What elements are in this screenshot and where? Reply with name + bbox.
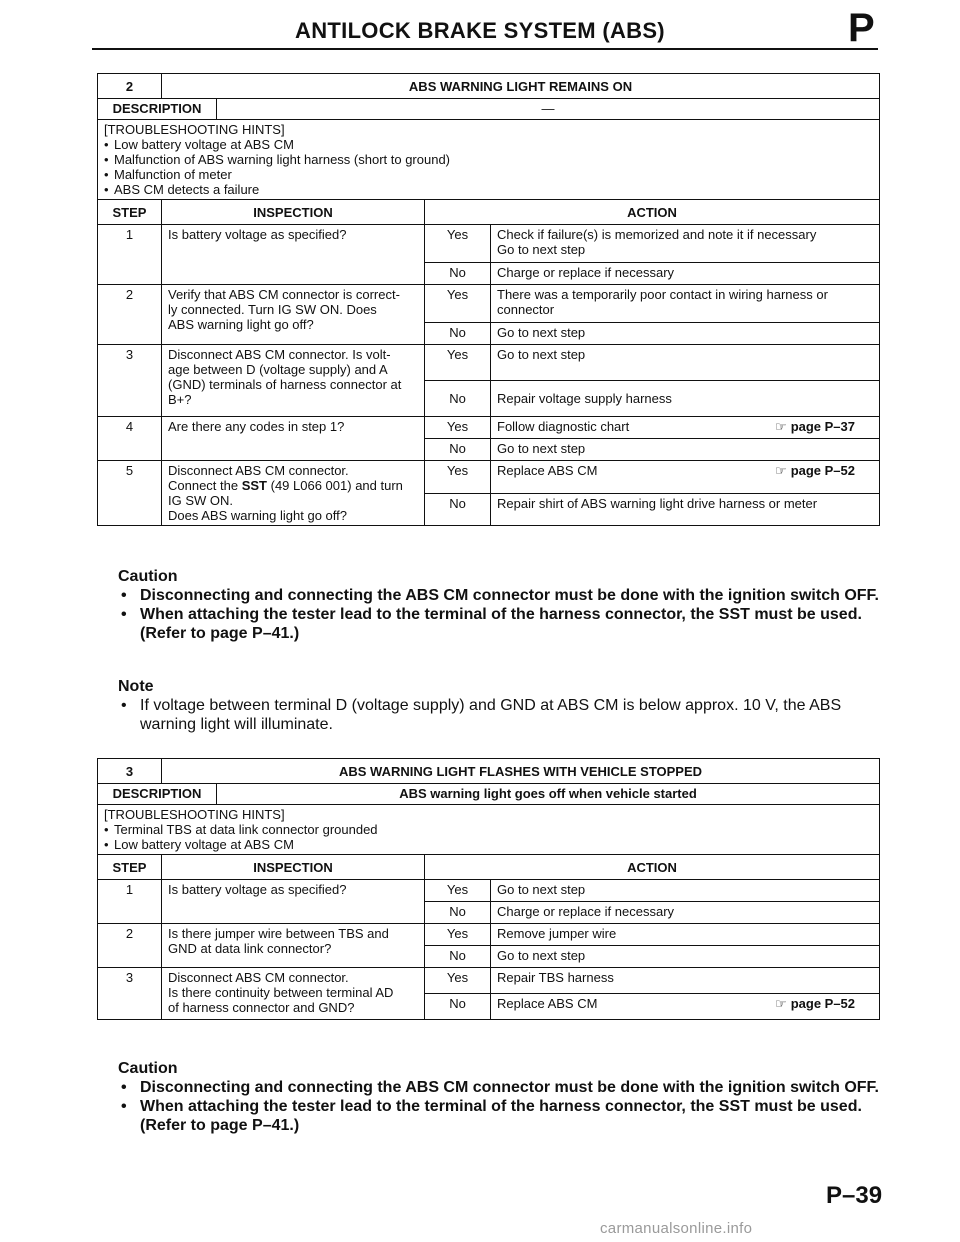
note-item: • If voltage between terminal D (voltage supply) and GND at ABS CM is below approx. 10 V, the ABS warning light will illuminate.: [118, 696, 882, 734]
caution-item: • When attaching the tester lead to the terminal of the harness connector, the SST must be used. (Refer to page P–41.): [118, 605, 882, 643]
troubleshooting-table-3: [97, 758, 880, 1020]
pointing-hand-icon: ☞: [775, 996, 787, 1011]
hint-item: • Low battery voltage at ABS CM: [104, 137, 873, 152]
no-label: No: [425, 381, 491, 417]
step-number: 1: [98, 225, 162, 285]
no-action: Replace ABS CM: [497, 996, 598, 1011]
table-number: 3: [98, 759, 162, 784]
yes-label: Yes: [425, 285, 491, 323]
caution-title: Caution: [118, 1060, 178, 1077]
inspection-text: Disconnect ABS CM connector. Connect the SST (49 L066 001) and turn IG SW ON. Does ABS warning light go off?: [162, 461, 425, 526]
yes-label: Yes: [425, 880, 491, 902]
page-title: ANTILOCK BRAKE SYSTEM (ABS): [295, 18, 665, 43]
step-number: 2: [98, 924, 162, 968]
no-label: No: [425, 946, 491, 968]
yes-action: Go to next step: [491, 880, 880, 902]
page-reference[interactable]: [775, 996, 855, 1011]
no-action: Repair voltage supply harness: [491, 381, 880, 417]
no-label: No: [425, 263, 491, 285]
table-title: ABS WARNING LIGHT REMAINS ON: [162, 74, 880, 99]
caution-block: [118, 1059, 882, 1135]
page-reference-label: page P–52: [790, 463, 856, 478]
table-title-row: [98, 74, 880, 99]
hint-item: • Low battery voltage at ABS CM: [104, 837, 873, 852]
step-header: STEP: [98, 855, 162, 880]
caution-block: [118, 567, 882, 643]
yes-action: Replace ABS CM: [497, 463, 598, 478]
hints-title: [TROUBLESHOOTING HINTS]: [104, 122, 285, 137]
page-reference[interactable]: [775, 419, 855, 434]
description-label: DESCRIPTION: [98, 99, 217, 119]
yes-label: Yes: [425, 924, 491, 946]
yes-action: Go to next step: [491, 345, 880, 381]
step-number: 5: [98, 461, 162, 526]
step-number: 2: [98, 285, 162, 345]
action-header: ACTION: [425, 855, 880, 880]
description-value: ABS warning light goes off when vehicle started: [399, 786, 697, 801]
table-row: [98, 285, 880, 323]
watermark: carmanualsonline.info: [600, 1220, 753, 1237]
note-list: [118, 696, 882, 734]
hints-row: [98, 120, 880, 200]
step-header: STEP: [98, 200, 162, 225]
page-reference[interactable]: [775, 463, 855, 478]
page-reference-label: page P–52: [790, 996, 856, 1011]
inspection-text: Is battery voltage as specified?: [162, 880, 425, 924]
note-title: Note: [118, 678, 154, 695]
hints-list: [104, 137, 873, 197]
pointing-hand-icon: ☞: [775, 463, 787, 478]
yes-label: Yes: [425, 417, 491, 439]
note-block: [118, 677, 882, 734]
no-action-cell: [491, 994, 880, 1020]
no-label: No: [425, 493, 491, 526]
description-row: [98, 784, 880, 805]
caution-title: Caution: [118, 568, 178, 585]
caution-list: [118, 586, 882, 643]
yes-label: Yes: [425, 461, 491, 494]
no-label: No: [425, 902, 491, 924]
table-row: [98, 924, 880, 946]
pointing-hand-icon: ☞: [775, 419, 787, 434]
yes-action: Remove jumper wire: [491, 924, 880, 946]
hints-row: [98, 805, 880, 855]
table-row: [98, 225, 880, 263]
caution-list: [118, 1078, 882, 1135]
header-divider: [92, 48, 878, 50]
step-number: 1: [98, 880, 162, 924]
no-action: Charge or replace if necessary: [491, 902, 880, 924]
hints-list: [104, 822, 873, 852]
hint-item: • Terminal TBS at data link connector grounded: [104, 822, 873, 837]
inspection-text: Verify that ABS CM connector is correct- ly connected. Turn IG SW ON. Does ABS warning light go off?: [162, 285, 425, 345]
column-header-row: [98, 855, 880, 880]
yes-label: Yes: [425, 345, 491, 381]
description-value: —: [541, 101, 555, 116]
no-action: Repair shirt of ABS warning light drive harness or meter: [491, 493, 880, 526]
inspection-header: INSPECTION: [162, 855, 425, 880]
caution-item: • Disconnecting and connecting the ABS CM connector must be done with the ignition switch OFF.: [118, 1078, 882, 1097]
table-row: [98, 968, 880, 994]
hints-title: [TROUBLESHOOTING HINTS]: [104, 807, 285, 822]
hint-item: • Malfunction of ABS warning light harness (short to ground): [104, 152, 873, 167]
yes-action: Check if failure(s) is memorized and note it if necessary Go to next step: [491, 225, 880, 263]
yes-label: Yes: [425, 225, 491, 263]
table-row: [98, 461, 880, 494]
caution-item: • Disconnecting and connecting the ABS CM connector must be done with the ignition switch OFF.: [118, 586, 882, 605]
table-row: [98, 345, 880, 381]
inspection-text: Disconnect ABS CM connector. Is there continuity between terminal AD of harness connector and GND?: [162, 968, 425, 1020]
caution-item: • When attaching the tester lead to the terminal of the harness connector, the SST must be used. (Refer to page P–41.): [118, 1097, 882, 1135]
description-row: [98, 99, 880, 120]
action-header: ACTION: [425, 200, 880, 225]
yes-action-cell: [491, 461, 880, 494]
step-number: 4: [98, 417, 162, 461]
table-row: [98, 417, 880, 439]
no-label: No: [425, 323, 491, 345]
yes-action: Follow diagnostic chart: [497, 419, 630, 434]
yes-action: There was a temporarily poor contact in wiring harness or connector: [491, 285, 880, 323]
yes-action: Repair TBS harness: [491, 968, 880, 994]
no-action: Go to next step: [491, 439, 880, 461]
step-number: 3: [98, 968, 162, 1020]
page-number: P–39: [826, 1182, 883, 1209]
description-label: DESCRIPTION: [98, 784, 217, 804]
yes-action-cell: [491, 417, 880, 439]
step-number: 3: [98, 345, 162, 417]
inspection-text: Is there jumper wire between TBS and GND at data link connector?: [162, 924, 425, 968]
no-action: Charge or replace if necessary: [491, 263, 880, 285]
no-label: No: [425, 994, 491, 1020]
no-label: No: [425, 439, 491, 461]
inspection-text: Disconnect ABS CM connector. Is volt- age between D (voltage supply) and A (GND) terminals of harness connector at B+?: [162, 345, 425, 417]
section-letter: P: [848, 6, 875, 50]
inspection-text: Is battery voltage as specified?: [162, 225, 425, 285]
no-action: Go to next step: [491, 323, 880, 345]
table-title: ABS WARNING LIGHT FLASHES WITH VEHICLE STOPPED: [162, 759, 880, 784]
table-number: 2: [98, 74, 162, 99]
column-header-row: [98, 200, 880, 225]
inspection-header: INSPECTION: [162, 200, 425, 225]
hint-item: • ABS CM detects a failure: [104, 182, 873, 197]
table-row: [98, 880, 880, 902]
hint-item: • Malfunction of meter: [104, 167, 873, 182]
inspection-text: Are there any codes in step 1?: [162, 417, 425, 461]
table-title-row: [98, 759, 880, 784]
page-reference-label: page P–37: [790, 419, 856, 434]
no-action: Go to next step: [491, 946, 880, 968]
troubleshooting-table-2: [97, 73, 880, 526]
yes-label: Yes: [425, 968, 491, 994]
